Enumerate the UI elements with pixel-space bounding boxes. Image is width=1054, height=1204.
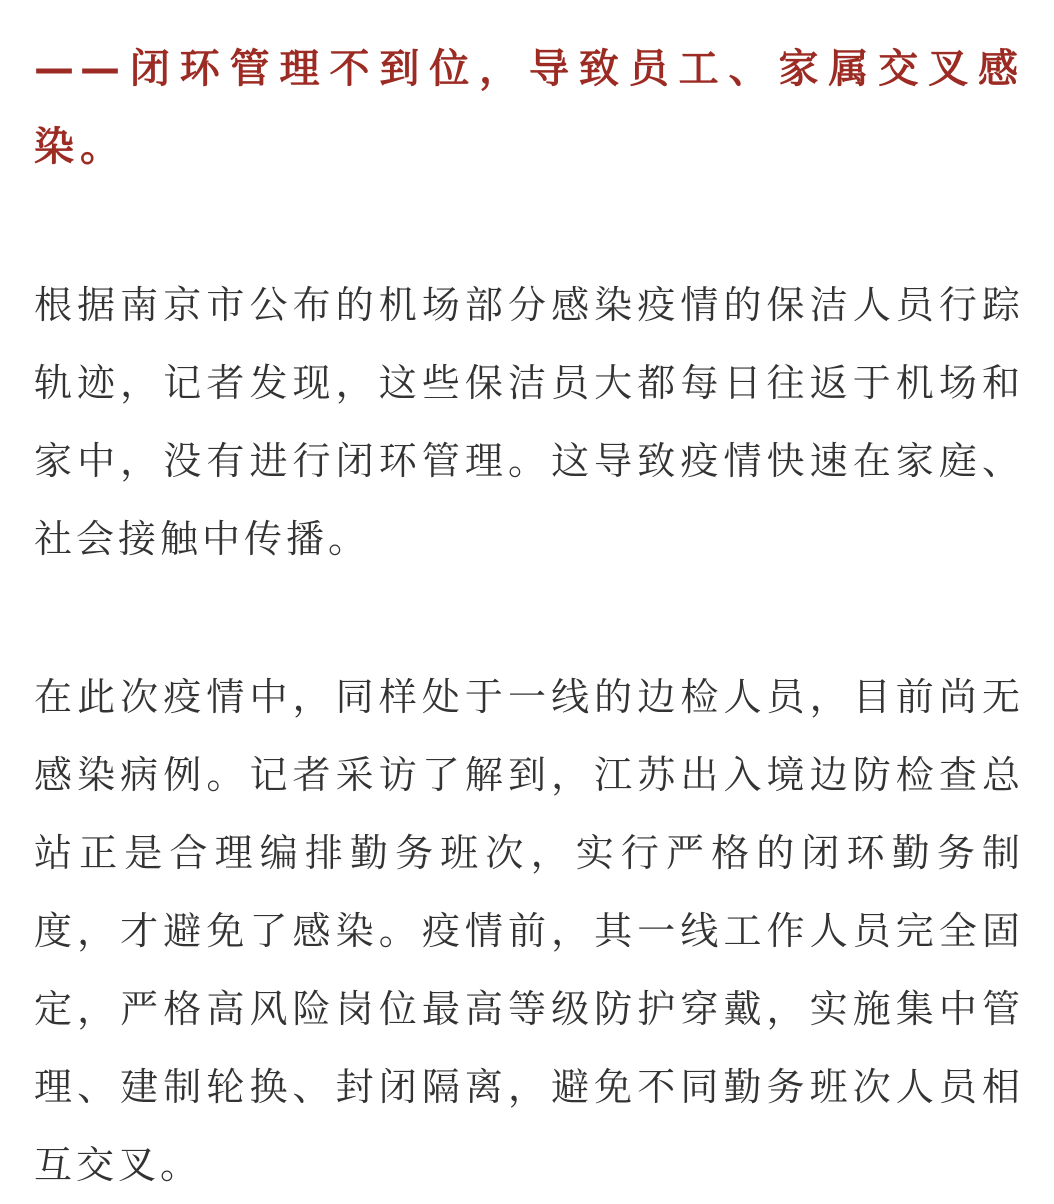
paragraph-border-inspection: 在此次疫情中，同样处于一线的边检人员，目前尚无感染病例。记者采访了解到，江苏出入境边防检查总站正是合理编排勤务班次，实行严格的闭环勤务制度，才避免了感染。疫情前，其一线工作人员完全固定，严格高风险岗位最高等级防护穿戴，实施集中管理、建制轮换、封闭隔离，避免不同勤务班次人员相互交叉。 xyxy=(34,675,1024,1187)
paragraph-cleaners-trajectory: 根据南京市公布的机场部分感染疫情的保洁人员行踪轨迹，记者发现，这些保洁员大都每日往返于机场和家中，没有进行闭环管理。这导致疫情快速在家庭、社会接触中传播。 xyxy=(34,283,1024,561)
section-heading: ——闭环管理不到位，导致员工、家属交叉感染。 xyxy=(34,46,1024,170)
